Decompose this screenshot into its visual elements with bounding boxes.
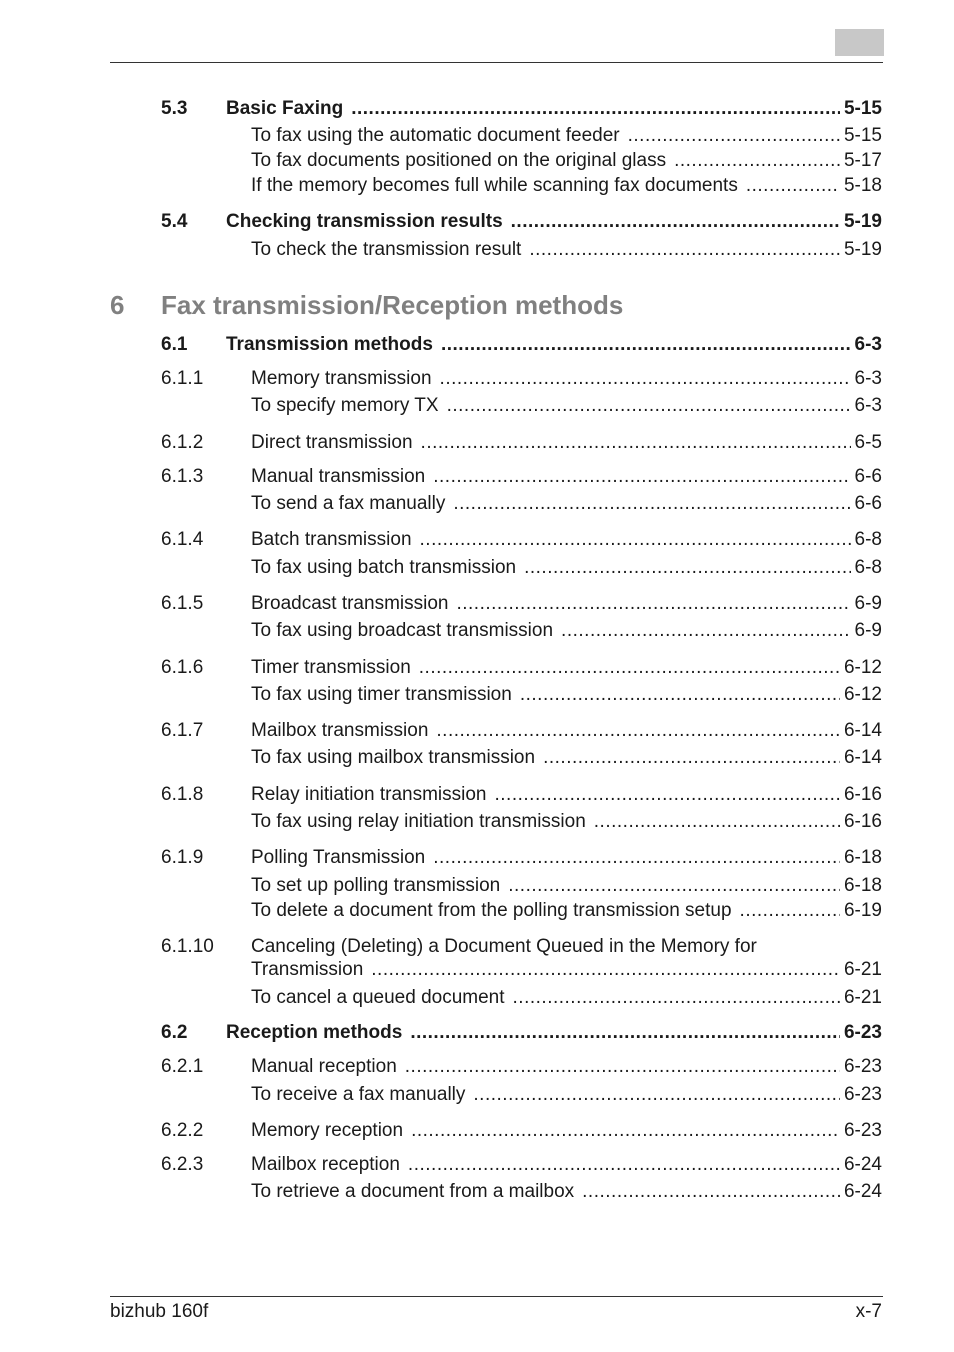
toc-subsection-6-1-4[interactable]: [0, 528, 954, 552]
toc-title: Broadcast transmission: [251, 593, 449, 614]
toc-section-6-1[interactable]: [0, 333, 954, 357]
dot-leader: [628, 124, 840, 148]
toc-page: 6-23: [843, 1084, 882, 1105]
dot-leader: [410, 1021, 840, 1045]
toc-title: To fax using timer transmission: [251, 684, 512, 705]
toc-title: Reception methods: [226, 1022, 403, 1043]
toc-number: 6.1.8: [161, 784, 204, 805]
toc-subsection-6-2-1[interactable]: [0, 1055, 954, 1079]
toc-title: Basic Faxing: [226, 98, 344, 119]
toc-number: 6.1.2: [161, 432, 204, 453]
toc-title: Checking transmission results: [226, 211, 503, 232]
toc-title-line1: Canceling (Deleting) a Document Queued in the Memory for: [251, 936, 757, 957]
toc-entry[interactable]: [0, 683, 954, 707]
toc-page: 6-3: [854, 368, 882, 389]
dot-leader: [674, 149, 840, 173]
toc-title: To fax documents positioned on the original glass: [251, 150, 667, 171]
toc-page: 6-9: [854, 593, 882, 614]
toc-page: 6-8: [854, 529, 882, 550]
dot-leader: [411, 1119, 840, 1143]
toc-page: 5-15: [843, 98, 882, 119]
dot-leader: [405, 1055, 840, 1079]
toc-title: To fax using relay initiation transmission: [251, 811, 586, 832]
toc-entry[interactable]: [0, 1180, 954, 1204]
toc-title: To check the transmission result: [251, 239, 522, 260]
toc-subsection-6-1-10-cont[interactable]: [0, 958, 954, 982]
toc-title: Transmission methods: [226, 334, 433, 355]
toc-page: 5-17: [843, 150, 882, 171]
dot-leader: [433, 465, 850, 489]
toc-subsection-6-2-2[interactable]: [0, 1119, 954, 1143]
toc-title: Transmission: [251, 959, 364, 980]
toc-subsection-6-1-6[interactable]: [0, 656, 954, 680]
footer-rule: [110, 1296, 883, 1297]
toc-entry[interactable]: [0, 986, 954, 1010]
chapter-title: Fax transmission/Reception methods: [161, 290, 624, 320]
toc-page: 6-14: [843, 747, 882, 768]
toc-number: 6.1.5: [161, 593, 204, 614]
dot-leader: [433, 846, 840, 870]
toc-page: 5-19: [843, 211, 882, 232]
dot-leader: [508, 874, 840, 898]
toc-subsection-6-1-7[interactable]: [0, 719, 954, 743]
dot-leader: [440, 367, 851, 391]
toc-page: 5-19: [843, 239, 882, 260]
toc-subsection-6-1-10[interactable]: [0, 935, 954, 959]
toc-page: 6-3: [854, 334, 882, 355]
toc-entry[interactable]: [0, 124, 954, 148]
dot-leader: [421, 431, 851, 455]
dot-leader: [453, 492, 850, 516]
chapter-heading[interactable]: [0, 287, 954, 323]
toc-title: To receive a fax manually: [251, 1084, 466, 1105]
dot-leader: [582, 1180, 840, 1204]
dot-leader: [520, 683, 840, 707]
header-rule: [110, 62, 883, 63]
dot-leader: [371, 958, 840, 982]
toc-entry[interactable]: [0, 810, 954, 834]
dot-leader: [511, 210, 840, 234]
dot-leader: [740, 899, 840, 923]
toc-subsection-6-1-3[interactable]: [0, 465, 954, 489]
toc-title: Direct transmission: [251, 432, 413, 453]
toc-page: 6-21: [843, 959, 882, 980]
dot-leader: [746, 174, 840, 198]
toc-title: To retrieve a document from a mailbox: [251, 1181, 575, 1202]
dot-leader: [473, 1083, 840, 1107]
toc-number: 6.2.1: [161, 1056, 204, 1077]
toc-number: 6.2.3: [161, 1154, 204, 1175]
toc-number: 6.1.10: [161, 936, 214, 957]
toc-entry[interactable]: [0, 174, 954, 198]
toc-title: Polling Transmission: [251, 847, 426, 868]
dot-leader: [513, 986, 840, 1010]
dot-leader: [447, 394, 851, 418]
toc-page: 6-3: [854, 395, 882, 416]
toc-title: Relay initiation transmission: [251, 784, 487, 805]
footer-product-name: bizhub 160f: [110, 1301, 209, 1322]
dot-leader: [524, 556, 850, 580]
dot-leader: [419, 656, 840, 680]
toc-number: 5.4: [161, 211, 188, 232]
toc-page: 6-8: [854, 557, 882, 578]
footer-page-number: x-7: [855, 1301, 882, 1322]
toc-section-5-3[interactable]: [0, 97, 954, 121]
toc-entry[interactable]: [0, 874, 954, 898]
toc-entry[interactable]: [0, 1083, 954, 1107]
toc-title: Mailbox reception: [251, 1154, 400, 1175]
toc-number: 6.1.1: [161, 368, 204, 389]
toc-subsection-6-2-3[interactable]: [0, 1153, 954, 1177]
dot-leader: [420, 528, 851, 552]
toc-number: 6.2: [161, 1022, 188, 1043]
dot-leader: [561, 619, 850, 643]
dot-leader: [351, 97, 840, 121]
toc-title: To send a fax manually: [251, 493, 446, 514]
toc-section-5-4[interactable]: [0, 210, 954, 234]
toc-number: 6.1.3: [161, 466, 204, 487]
toc-subsection-6-1-5[interactable]: [0, 592, 954, 616]
toc-entry[interactable]: [0, 619, 954, 643]
toc-number: 5.3: [161, 98, 188, 119]
toc-entry[interactable]: [0, 556, 954, 580]
toc-page: 6-6: [854, 466, 882, 487]
toc-title: To set up polling transmission: [251, 875, 501, 896]
dot-leader: [529, 238, 840, 262]
dot-leader: [594, 810, 840, 834]
toc-page: 6-16: [843, 784, 882, 805]
toc-page: 6-9: [854, 620, 882, 641]
toc-page: 6-24: [843, 1154, 882, 1175]
toc-page: 6-23: [843, 1022, 882, 1043]
toc-title: To fax using batch transmission: [251, 557, 517, 578]
dot-leader: [456, 592, 850, 616]
toc-subsection-6-1-2[interactable]: [0, 431, 954, 455]
toc-entry[interactable]: [0, 149, 954, 173]
toc-number: 6.1.7: [161, 720, 204, 741]
toc-page: 6-18: [843, 875, 882, 896]
chapter-number: 6: [110, 290, 125, 320]
toc-page: 6-23: [843, 1120, 882, 1141]
toc-page: 6-23: [843, 1056, 882, 1077]
dot-leader: [543, 746, 840, 770]
dot-leader: [408, 1153, 840, 1177]
toc-title: To fax using mailbox transmission: [251, 747, 536, 768]
toc-title: To cancel a queued document: [251, 987, 505, 1008]
toc-title: Memory transmission: [251, 368, 432, 389]
toc-title: Timer transmission: [251, 657, 411, 678]
toc-title: To specify memory TX: [251, 395, 439, 416]
toc-title: Memory reception: [251, 1120, 404, 1141]
toc-page: 6-19: [843, 900, 882, 921]
toc-entry[interactable]: [0, 899, 954, 923]
toc-title: Manual reception: [251, 1056, 397, 1077]
toc-title: To fax using broadcast transmission: [251, 620, 554, 641]
dot-leader: [436, 719, 840, 743]
toc-page: 6-5: [854, 432, 882, 453]
toc-page: 5-18: [843, 175, 882, 196]
toc-subsection-6-1-1[interactable]: [0, 367, 954, 391]
toc-number: 6.2.2: [161, 1120, 204, 1141]
chapter-tab-marker: [835, 29, 884, 56]
toc-title: Mailbox transmission: [251, 720, 429, 741]
toc-number: 6.1.4: [161, 529, 204, 550]
toc-entry[interactable]: [0, 492, 954, 516]
toc-page: 5-15: [843, 125, 882, 146]
toc-subsection-6-1-9[interactable]: [0, 846, 954, 870]
toc-entry[interactable]: [0, 746, 954, 770]
toc-subsection-6-1-8[interactable]: [0, 783, 954, 807]
toc-title: If the memory becomes full while scanning fax documents: [251, 175, 738, 196]
toc-title: Manual transmission: [251, 466, 426, 487]
toc-entry[interactable]: [0, 394, 954, 418]
toc-entry[interactable]: [0, 238, 954, 262]
toc-number: 6.1.6: [161, 657, 204, 678]
dot-leader: [441, 333, 851, 357]
toc-page: 6-6: [854, 493, 882, 514]
toc-page: 6-24: [843, 1181, 882, 1202]
toc-number: 6.1: [161, 334, 188, 355]
toc-title: Batch transmission: [251, 529, 412, 550]
toc-page: 6-18: [843, 847, 882, 868]
toc-section-6-2[interactable]: [0, 1021, 954, 1045]
toc-title: To fax using the automatic document feeder: [251, 125, 620, 146]
toc-page: 6-21: [843, 987, 882, 1008]
toc-page: 6-16: [843, 811, 882, 832]
toc-title: To delete a document from the polling transmission setup: [251, 900, 732, 921]
toc-page: 6-12: [843, 684, 882, 705]
dot-leader: [495, 783, 840, 807]
toc-page: 6-12: [843, 657, 882, 678]
toc-page: 6-14: [843, 720, 882, 741]
toc-number: 6.1.9: [161, 847, 204, 868]
